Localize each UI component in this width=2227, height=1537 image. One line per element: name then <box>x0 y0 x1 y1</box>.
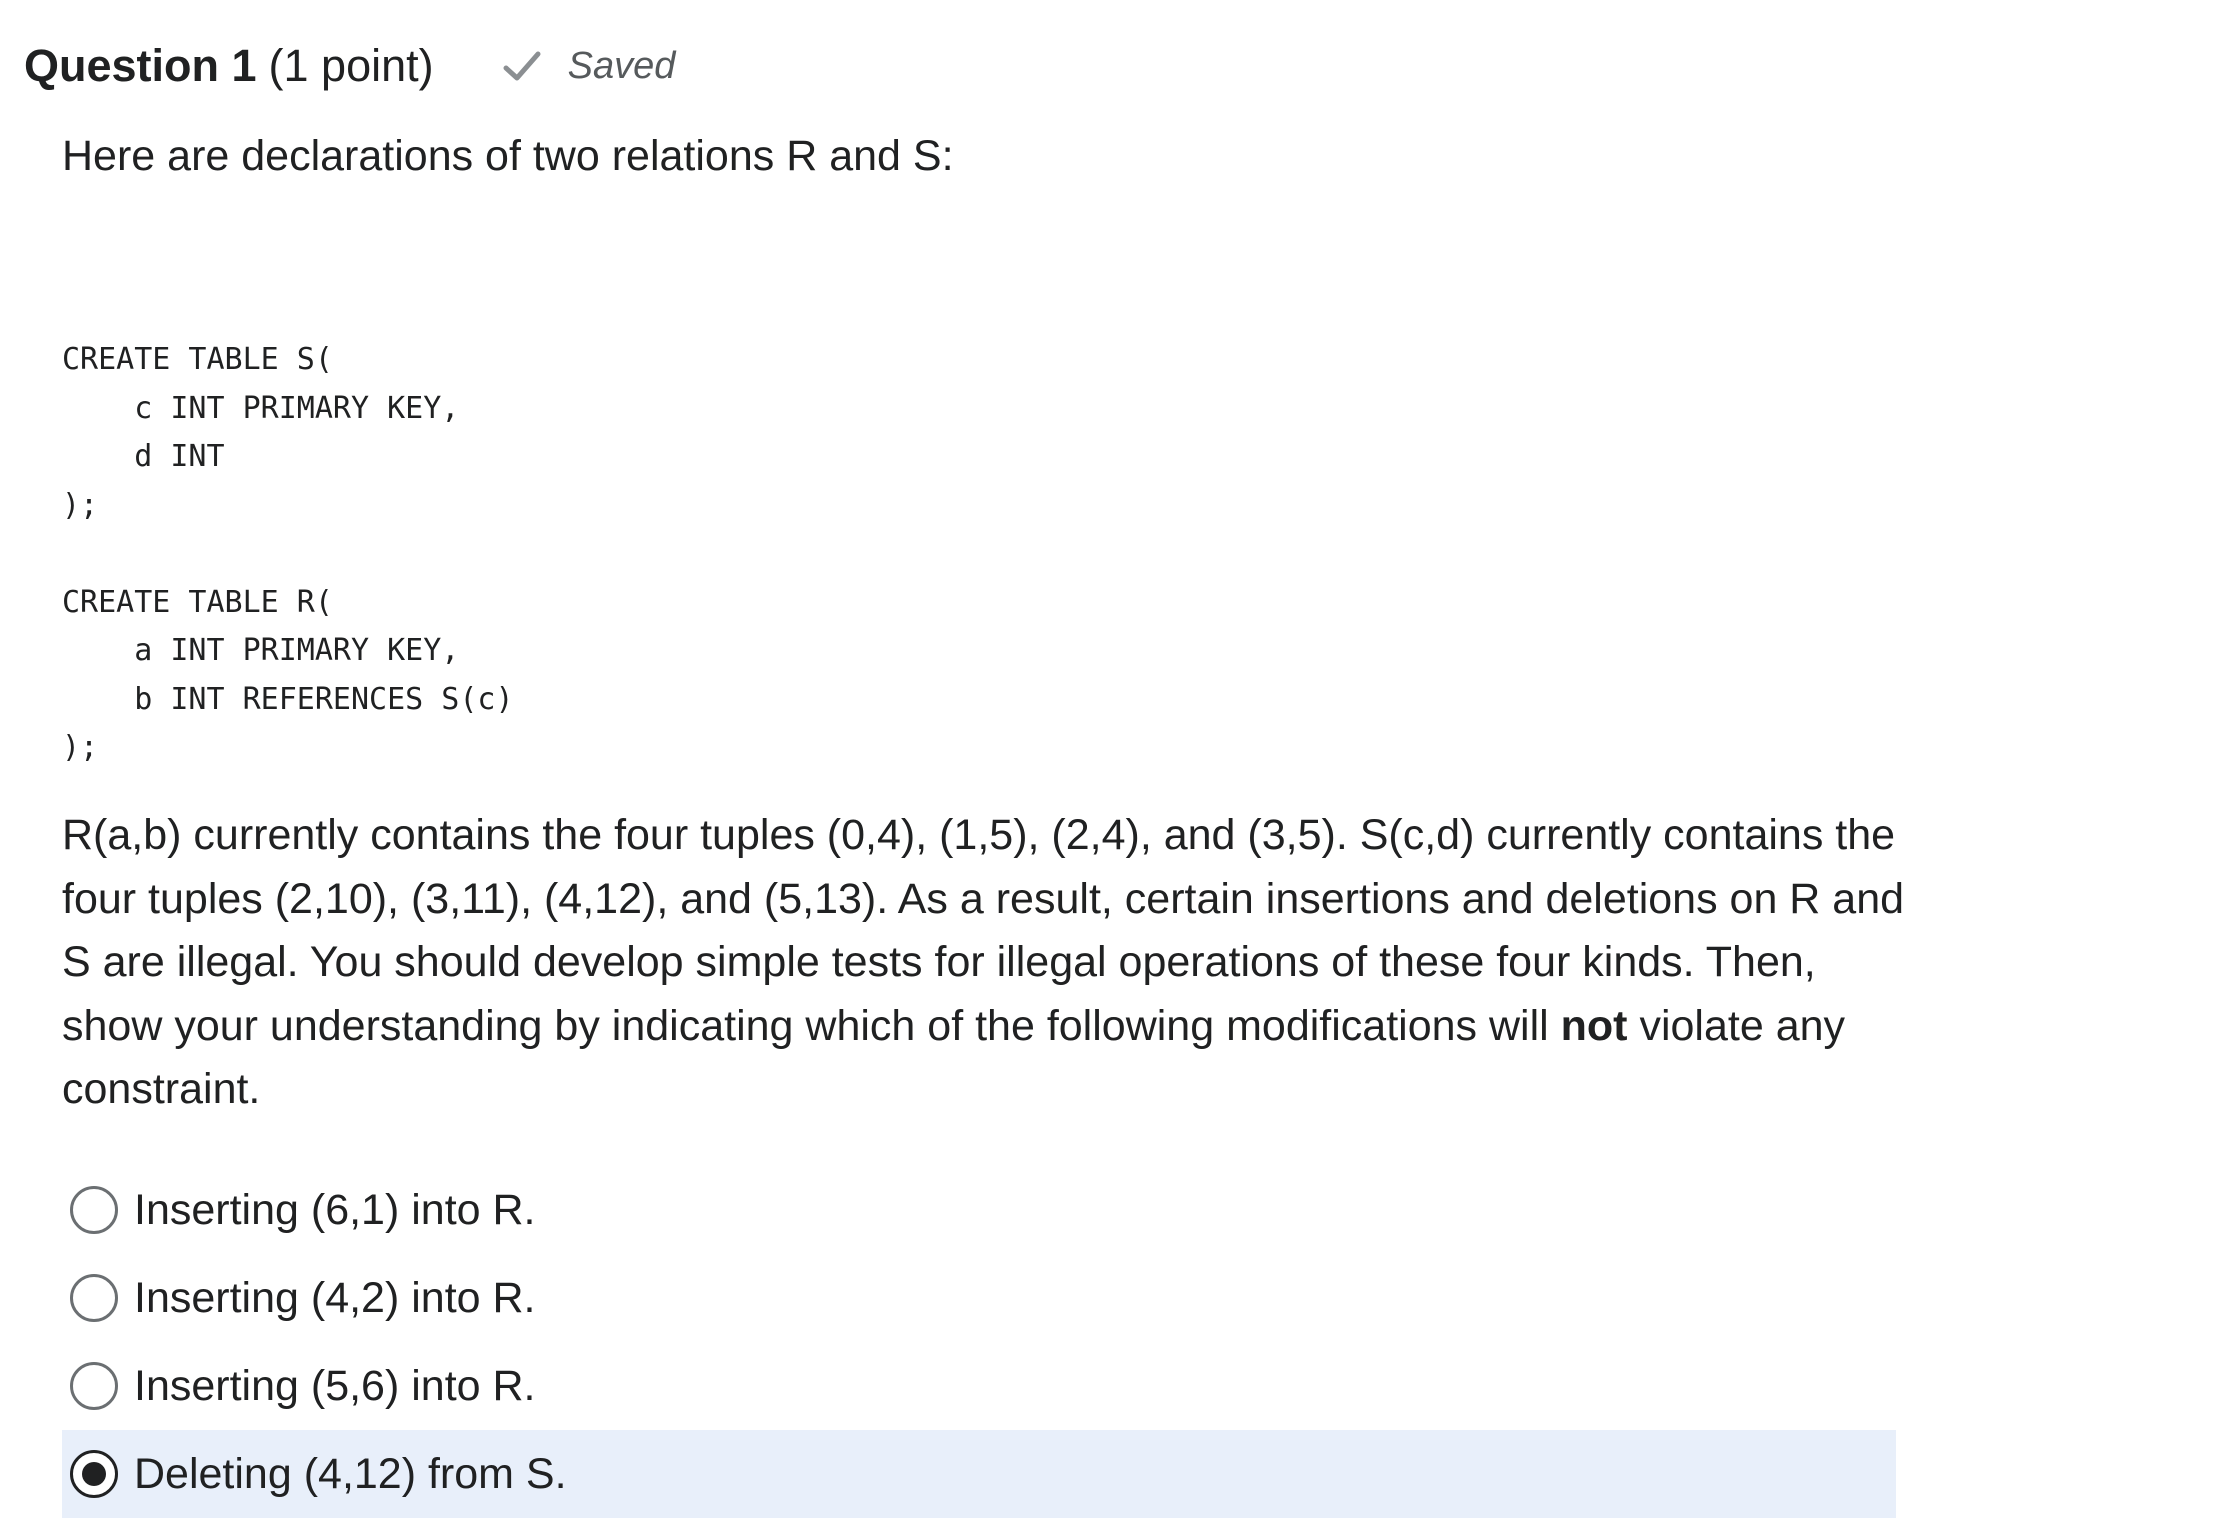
description-emphasis: not <box>1560 1001 1628 1050</box>
saved-status <box>500 44 676 88</box>
question-header <box>24 36 675 96</box>
question-title: Question 1 <box>24 40 257 91</box>
answer-option-label: Inserting (4,2) into R. <box>134 1273 536 1322</box>
answer-option-label: Inserting (6,1) into R. <box>134 1185 536 1234</box>
radio-button[interactable] <box>70 1450 118 1498</box>
radio-button[interactable] <box>70 1186 118 1234</box>
radio-button[interactable] <box>70 1274 118 1322</box>
question-points: (1 point) <box>268 40 434 91</box>
question-description <box>62 804 1912 1122</box>
answer-option-label: Deleting (4,12) from S. <box>134 1449 567 1498</box>
answer-options <box>62 1166 1896 1518</box>
description-text: R(a,b) currently contains the four tuples (0,4), (1,5), (2,4), and (3,5). S(c,d) currently contains the four tuples (2,10), (3,11), (4,12), and (5,13). As a result, certain insertions and deletions on R and S are illegal. You should develop simple tests for illegal operations of these four kinds. Then, show your understanding by indicating which of the following modifications will <box>62 811 1905 1050</box>
answer-option[interactable] <box>62 1430 1896 1518</box>
answer-option[interactable] <box>62 1166 1896 1254</box>
radio-button[interactable] <box>70 1362 118 1410</box>
check-icon <box>500 44 544 88</box>
answer-option-label: Inserting (5,6) into R. <box>134 1361 536 1410</box>
answer-option[interactable] <box>62 1342 1896 1430</box>
radio-dot-icon <box>82 1462 106 1486</box>
description-text-end: violate any constraint. <box>62 1001 1846 1113</box>
saved-label: Saved <box>567 44 676 87</box>
answer-option[interactable] <box>62 1254 1896 1342</box>
sql-code-block: CREATE TABLE S( c INT PRIMARY KEY, d INT ); CREATE TABLE R( a INT PRIMARY KEY, b INT REFERENCES S(c) ); <box>62 342 514 765</box>
question-intro: Here are declarations of two relations R and S: <box>62 132 954 180</box>
